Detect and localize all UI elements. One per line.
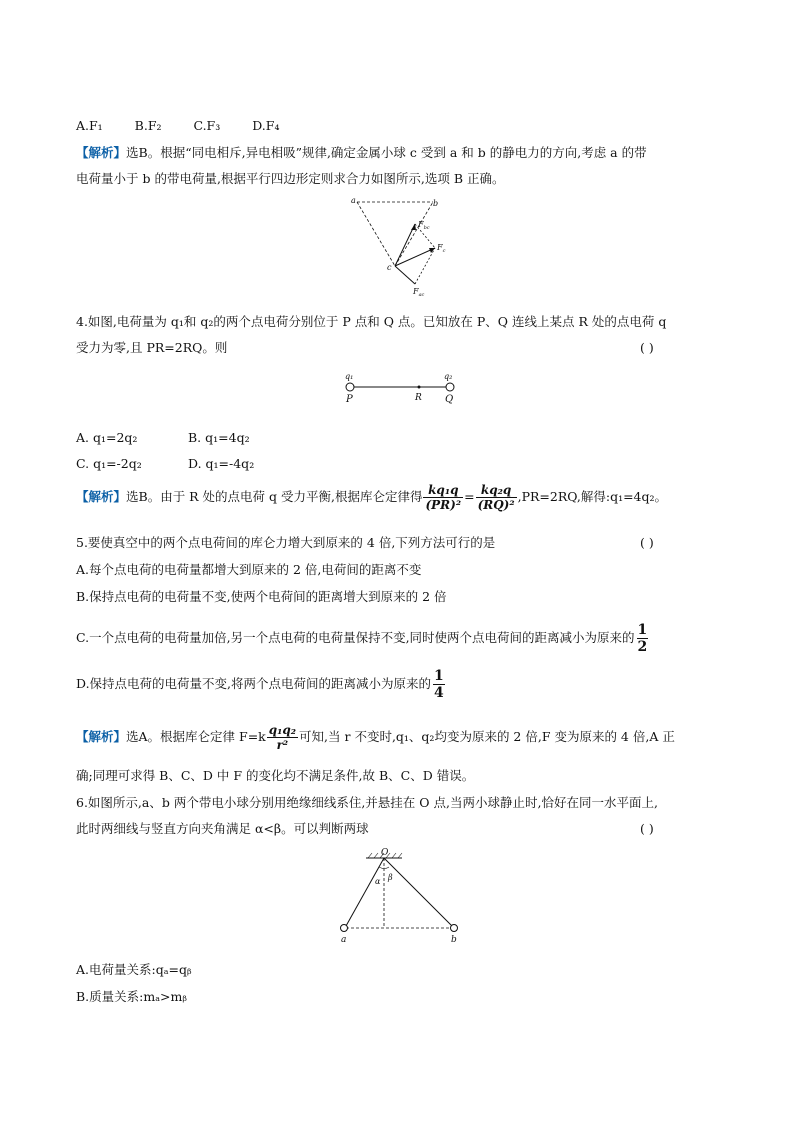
label-r: R (415, 393, 422, 403)
q4-option-b: B. q₁=4q₂ (188, 430, 250, 445)
frac1-denominator: (PR)² (425, 498, 462, 512)
frac-numerator: 1 (434, 668, 444, 684)
q3-options-row (76, 118, 279, 134)
label-b: b (433, 199, 439, 208)
q3-option-c: C.F₃ (193, 118, 221, 133)
q6-stem-line1: 6.如图所示,a、b 两个带电小球分别用绝缘细线系住,并悬挂在 O 点,当两小球静止时,恰好在同一水平面上, (76, 795, 658, 810)
q5-answer-paren: ( ) (640, 535, 654, 550)
q5-analysis-line2: 确;同理可求得 B、C、D 中 F 的变化均不满足条件,故 B、C、D 错误。 (76, 768, 475, 783)
label-q: Q (445, 394, 454, 405)
frac-denominator: r² (276, 738, 289, 752)
q4-charge-diagram (340, 370, 460, 408)
q5-option-c-fraction (637, 622, 649, 655)
label-ball-b: b (451, 935, 457, 945)
analysis-tag: 【解析】 (76, 145, 127, 160)
q6-pendulum-diagram (332, 846, 466, 946)
label-o: O (381, 848, 389, 858)
q4-stem-line1: 4.如图,电荷量为 q₁和 q₂的两个点电荷分别位于 P 点和 Q 点。已知放在 P、Q 连线上某点 R 处的点电荷 q (76, 314, 667, 329)
frac-numerator: q₁q₂ (268, 723, 297, 737)
q6-stem-line2: 此时两细线与竖直方向夹角满足 α<β。可以判断两球 (76, 821, 369, 836)
q3-analysis-text1: 选B。根据“同电相斥,异电相吸”规律,确定金属小球 c 受到 a 和 b 的静电力的方向,考虑 a 的带 (126, 145, 647, 160)
q4-fraction-2 (476, 483, 517, 512)
label-ball-a: a (341, 935, 347, 945)
q4-stem-line2: 受力为零,且 PR=2RQ。则 (76, 340, 228, 355)
label-beta: β (388, 873, 393, 882)
q4-options-row2 (76, 456, 254, 472)
q5-analysis-pre: 选A。根据库仑定律 F=k (126, 729, 266, 744)
q5-option-a: A.每个点电荷的电荷量都增大到原来的 2 倍,电荷间的距离不变 (76, 562, 422, 577)
q3-force-diagram (345, 194, 455, 296)
q4-answer-paren: ( ) (640, 340, 654, 355)
q4-option-a: A. q₁=2q₂ (76, 430, 138, 445)
label-fbc: $F_{bc}$ (418, 220, 430, 231)
q5-option-c (76, 620, 648, 656)
analysis-tag: 【解析】 (76, 489, 127, 504)
q5-option-c-text: C.一个点电荷的电荷量加倍,另一个点电荷的电荷量保持不变,同时使两个点电荷间的距离减小为原来的 (76, 630, 635, 645)
q4-analysis (76, 482, 667, 512)
q4-equals: = (464, 489, 475, 504)
label-alpha: α (375, 877, 381, 886)
q6-answer-paren: ( ) (640, 821, 654, 836)
label-q1: q₁ (345, 372, 354, 381)
label-fc: $F_c$ (437, 243, 446, 254)
q5-option-d-fraction (433, 668, 445, 701)
q4-analysis-pre: 选B。由于 R 处的点电荷 q 受力平衡,根据库仑定律得 (126, 489, 423, 504)
q3-option-b: B.F₂ (134, 118, 162, 133)
frac2-numerator: kq₂q (476, 483, 517, 498)
q5-option-d-text: D.保持点电荷的电荷量不变,将两个点电荷间的距离减小为原来的 (76, 676, 432, 691)
q5-analysis-line1 (76, 720, 675, 754)
q4-option-c: C. q₁=-2q₂ (76, 456, 142, 471)
q4-options-row1 (76, 430, 250, 446)
q6-option-a: A.电荷量关系:qₐ=qᵦ (76, 962, 192, 977)
q4-fraction-1 (423, 483, 463, 512)
label-p: P (346, 394, 353, 405)
frac-denominator: 4 (434, 685, 444, 701)
q3-option-a: A.F₁ (76, 118, 103, 133)
frac-numerator: 1 (637, 622, 648, 638)
q5-option-b: B.保持点电荷的电荷量不变,使两个电荷间的距离增大到原来的 2 倍 (76, 589, 447, 604)
frac1-numerator: kq₁q (423, 483, 463, 498)
label-a: a (351, 196, 356, 205)
label-fac: $F_{ac}$ (413, 287, 425, 296)
analysis-tag: 【解析】 (76, 729, 127, 744)
q3-option-d: D.F₄ (252, 118, 280, 133)
frac2-denominator: (RQ)² (477, 498, 515, 512)
label-q2: q₂ (444, 372, 453, 381)
q3-analysis-line2: 电荷量小于 b 的带电荷量,根据平行四边形定则求合力如图所示,选项 B 正确。 (76, 171, 505, 186)
frac-denominator: 2 (637, 639, 648, 655)
q4-analysis-post: ,PR=2RQ,解得:q₁=4q₂。 (517, 489, 668, 504)
q3-analysis-line1 (76, 145, 647, 161)
label-c: c (387, 263, 392, 272)
q5-stem: 5.要使真空中的两个点电荷间的库仑力增大到原来的 4 倍,下列方法可行的是 (76, 535, 496, 550)
q4-option-d: D. q₁=-4q₂ (188, 456, 255, 471)
q6-option-b: B.质量关系:mₐ>mᵦ (76, 989, 187, 1004)
q5-analysis-post: 可知,当 r 不变时,q₁、q₂均变为原来的 2 倍,F 变为原来的 4 倍,A 正 (299, 729, 675, 744)
q5-coulomb-fraction (267, 723, 298, 752)
q5-option-d (76, 666, 445, 702)
